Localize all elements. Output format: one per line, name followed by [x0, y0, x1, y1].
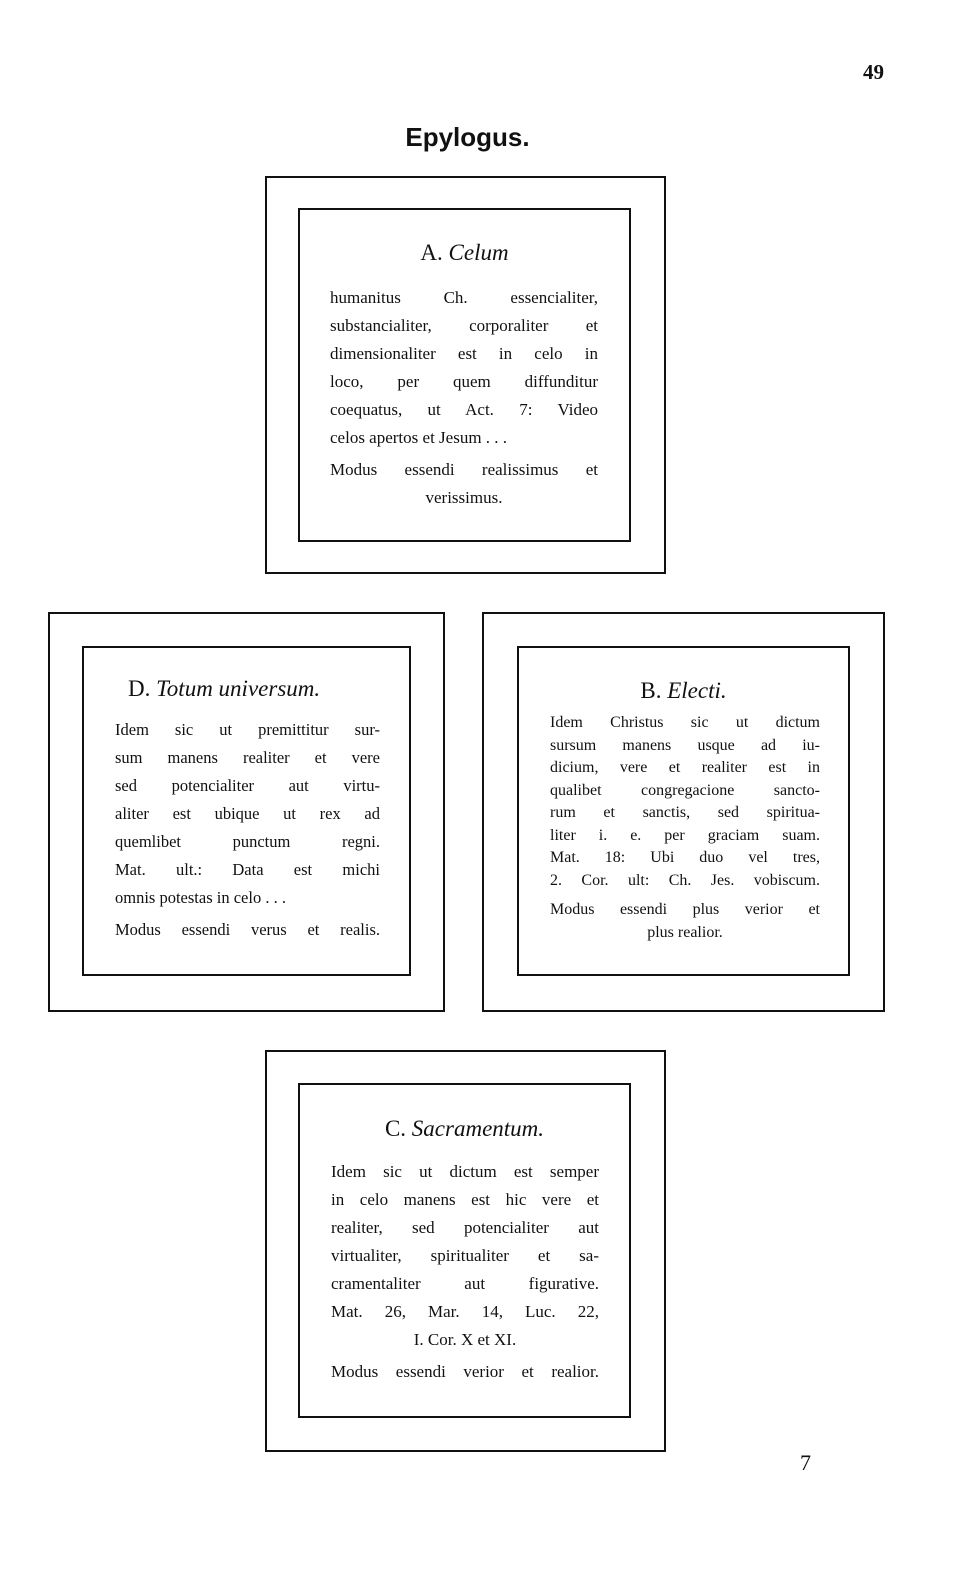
text-line: coequatus, ut Act. 7: Video [330, 400, 598, 419]
box-d-heading [84, 676, 409, 702]
page-number: 49 [863, 60, 884, 84]
box-a-letter: A. [420, 240, 443, 265]
box-a-text [330, 284, 598, 512]
text-line: Mat. 18: Ubi duo vel tres, [550, 849, 820, 866]
box-d-text [115, 716, 380, 944]
text-line: loco, per quem diffunditur [330, 372, 598, 391]
text-line: sed potencialiter aut virtu- [115, 776, 380, 795]
text-line: sum manens realiter et vere [115, 748, 380, 767]
box-b-heading-text: Electi. [667, 678, 727, 703]
box-c [298, 1083, 631, 1418]
text-line: realiter, sed potencialiter aut [331, 1218, 599, 1237]
text-line: rum et sanctis, sed spiritua- [550, 804, 820, 821]
text-line: humanitus Ch. essencialiter, [330, 288, 598, 307]
text-line: celos apertos et Jesum . . . [330, 428, 508, 447]
text-line: in celo manens est hic vere et [331, 1190, 599, 1209]
text-line: sursum manens usque ad iu- [550, 736, 820, 754]
box-d-letter: D. [128, 676, 151, 701]
box-a [298, 208, 631, 542]
box-b-letter: B. [640, 678, 662, 703]
text-line: Idem sic ut dictum est semper [331, 1162, 599, 1181]
modus-line: verissimus. [425, 488, 503, 507]
box-c-heading-text: Sacramentum. [411, 1116, 545, 1141]
box-b-text [550, 712, 820, 944]
text-line: dicium, vere et realiter est in [550, 759, 820, 776]
box-c-text [331, 1158, 599, 1386]
box-a-heading-text: Celum [448, 240, 509, 265]
text-line: omnis potestas in celo . . . [115, 888, 286, 907]
text-line: Mat. ult.: Data est michi [115, 860, 380, 879]
text-line: qualibet congregacione sancto- [550, 781, 820, 799]
modus-line: Modus essendi realissimus et [330, 460, 598, 479]
signature-mark: 7 [800, 1450, 811, 1475]
box-c-letter: C. [384, 1116, 407, 1141]
text-line: liter i. e. per graciam suam. [550, 826, 820, 844]
text-line: Idem Christus sic ut dictum [550, 714, 820, 731]
text-line: substancialiter, corporaliter et [330, 316, 598, 335]
box-d [82, 646, 411, 976]
text-line: I. Cor. X et XI. [413, 1330, 517, 1349]
box-b [517, 646, 850, 976]
text-line: 2. Cor. ult: Ch. Jes. vobiscum. [550, 871, 820, 889]
box-a-heading [300, 240, 629, 266]
box-d-heading-text: Totum universum. [156, 676, 321, 701]
text-line: quemlibet punctum regni. [115, 832, 380, 851]
box-b-heading [519, 678, 848, 704]
page-title: Epylogus. [405, 122, 530, 152]
box-c-heading [300, 1116, 629, 1142]
text-line: aliter est ubique ut rex ad [115, 804, 380, 823]
modus-line: Modus essendi plus verior et [550, 901, 820, 918]
text-line: virtualiter, spiritualiter et sa- [331, 1246, 599, 1265]
text-line: cramentaliter aut figurative. [331, 1274, 599, 1293]
text-line: Mat. 26, Mar. 14, Luc. 22, [331, 1302, 599, 1321]
text-line: Idem sic ut premittitur sur- [115, 720, 380, 739]
modus-line: plus realior. [647, 924, 723, 941]
text-line: dimensionaliter est in celo in [330, 344, 598, 363]
modus-line: Modus essendi verior et realior. [331, 1362, 599, 1381]
modus-line: Modus essendi verus et realis. [115, 920, 380, 939]
